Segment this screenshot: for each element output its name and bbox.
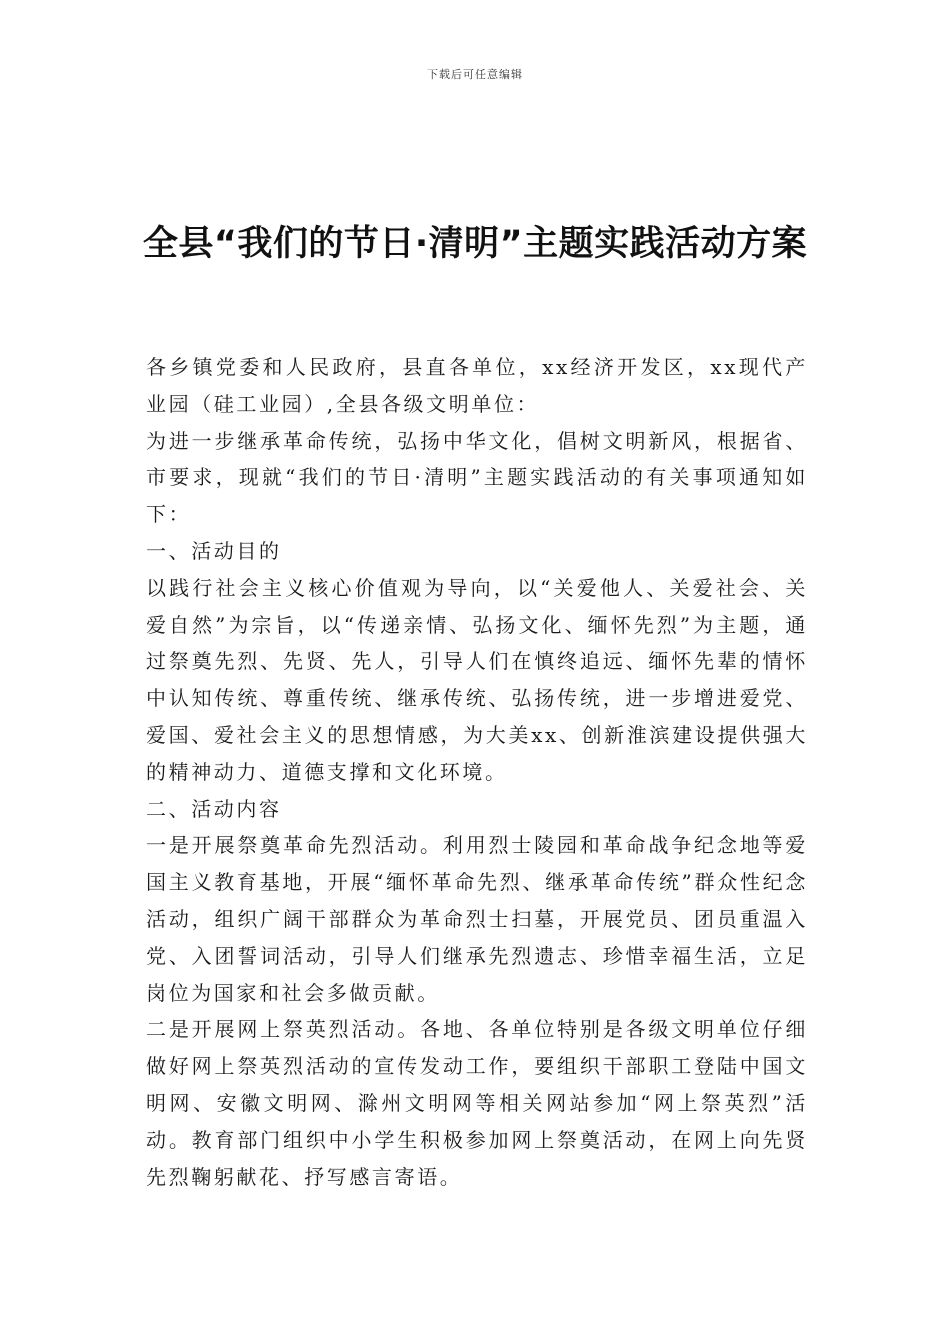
- intro-paragraph: 为进一步继承革命传统，弘扬中华文化，倡树文明新风，根据省、市要求，现就“我们的节日·清明”主题实践活动的有关事项通知如下：: [146, 428, 808, 527]
- document-title: 全县“我们的节日·清明”主题实践活动方案: [142, 224, 808, 264]
- purpose-paragraph: 以践行社会主义核心价值观为导向，以“关爱他人、关爱社会、关爱自然”为宗旨，以“传递亲情、弘扬文化、缅怀先烈”为主题，通过祭奠先烈、先贤、先人，引导人们在慎终追远、缅怀先辈的情怀中认知传统、尊重传统、继承传统、弘扬传统，进一步增进爱党、爱国、爱社会主义的思想情感，为大美xx、创新淮滨建设提供强大的精神动力、道德支撑和文化环境。: [146, 575, 808, 784]
- page-header-note: 下载后可任意编辑: [427, 68, 523, 81]
- section-heading-purpose: 一、活动目的: [146, 538, 282, 563]
- salutation-paragraph: 各乡镇党委和人民政府，县直各单位，xx经济开发区，xx现代产业园（硅工业园）,全县各级文明单位：: [146, 355, 808, 416]
- document-body: [146, 349, 808, 1195]
- content-item-2-paragraph: 二是开展网上祭英烈活动。各地、各单位特别是各级文明单位仔细做好网上祭英烈活动的宣传发动工作，要组织干部职工登陆中国文明网、安徽文明网、滁州文明网等相关网站参加“网上祭英烈”活动。教育部门组织中小学生积极参加网上祭奠活动，在网上向先贤先烈鞠躬献花、抒写感言寄语。: [146, 1017, 808, 1189]
- section-heading-content: 二、活动内容: [146, 796, 282, 821]
- content-item-1-paragraph: 一是开展祭奠革命先烈活动。利用烈士陵园和革命战争纪念地等爱国主义教育基地，开展“缅怀革命先烈、继承革命传统”群众性纪念活动，组织广阔干部群众为革命烈士扫墓，开展党员、团员重温入党、入团誓词活动，引导人们继承先烈遗志、珍惜幸福生活，立足岗位为国家和社会多做贡献。: [146, 833, 808, 1005]
